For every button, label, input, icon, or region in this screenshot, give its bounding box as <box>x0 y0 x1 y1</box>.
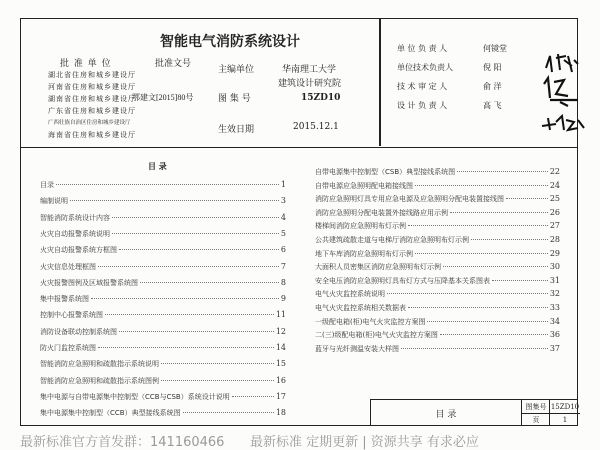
leader-dots <box>112 217 279 218</box>
toc-entry-page: 1 <box>280 180 286 189</box>
toc-entry[interactable] <box>315 303 560 313</box>
toc-entry-title: 目录 <box>40 181 54 189</box>
toc-entry-title: 智能消防应急照明和疏散指示系统说明 <box>40 360 159 369</box>
editor-label: 主编单位 <box>218 65 255 75</box>
staff-name: 何镜堂 <box>483 44 507 53</box>
toc-entry-title: 火灾自动报警系统方框图 <box>40 246 117 255</box>
toc-entry[interactable] <box>40 376 286 386</box>
leader-dots <box>91 298 279 299</box>
atlas-number: 15ZD10 <box>301 93 341 103</box>
toc-entry-page: 36 <box>549 330 560 340</box>
approval-doc-label: 批准文号 <box>155 59 192 69</box>
toc-entry[interactable] <box>40 343 286 353</box>
toc-entry[interactable] <box>315 167 560 177</box>
approval-doc-number: 鄂建文[2015]80号 <box>132 93 194 102</box>
leader-dots <box>427 321 547 322</box>
toc-entry-page: 24 <box>549 180 560 190</box>
leader-dots <box>443 266 548 267</box>
leader-dots <box>387 293 548 294</box>
toc-entry-title: 大面积人员密集区消防应急照明布灯示例 <box>315 263 441 272</box>
toc-entry-title: 火灾自动报警系统说明 <box>40 229 110 238</box>
toc-entry[interactable] <box>315 249 560 259</box>
toc-entry-page: 26 <box>549 207 560 217</box>
approval-unit: 湖南省住房和城乡建设厅 <box>48 95 136 103</box>
toc-entry-title: 编制说明 <box>40 197 68 206</box>
toc-entry-page: 37 <box>549 343 560 353</box>
toc-entry[interactable] <box>315 235 560 245</box>
leader-dots <box>415 253 548 254</box>
toc-entry-page: 31 <box>549 275 560 285</box>
atlas-title: 智能电气消防系统设计 <box>160 34 300 50</box>
toc-entry[interactable] <box>40 196 286 206</box>
toc-entry-page: 14 <box>275 343 286 352</box>
toc-entry[interactable] <box>40 359 286 369</box>
staff-role: 单位技术负责人 <box>397 63 453 72</box>
atlas-number-label: 图 集 号 <box>218 94 251 104</box>
cover-header <box>20 18 578 148</box>
toc-entry-page: 8 <box>280 277 286 287</box>
watermark-line2: 最新标准 定期更新 | 资源共享 有求必应 <box>250 435 479 450</box>
toc-entry-title: 蓝牙与光纤测温安装大样图 <box>315 344 399 353</box>
leader-dots <box>70 200 279 201</box>
toc-entry-title: 防火门监控系统图 <box>40 344 96 352</box>
toc-entry[interactable] <box>40 229 286 239</box>
toc-entry[interactable] <box>315 208 560 218</box>
toc-entry[interactable] <box>40 392 286 402</box>
toc-entry[interactable] <box>40 262 286 272</box>
effective-date: 2015.12.1 <box>293 122 339 132</box>
toc-entry-title: 集中电源与自带电源集中控制型（CCB与CSB）系统设计说明 <box>40 392 230 401</box>
leader-dots <box>56 184 279 185</box>
editor-line1: 华南理工大学 <box>282 65 337 75</box>
toc-entry-page: 17 <box>275 391 286 401</box>
toc-entry[interactable] <box>40 245 286 255</box>
toc-entry-title: 一级配电箱(柜)电气火灾监控方案图 <box>315 317 426 326</box>
toc-entry[interactable] <box>40 213 286 223</box>
toc-entry-page: 22 <box>549 167 560 176</box>
toc-entry-page: 27 <box>549 221 560 231</box>
toc-entry-title: 安全电压消防应急照明灯具布灯方式与压降基本关系图表 <box>315 276 490 285</box>
watermark-line1: 最新标准官方首发群：141160466 <box>20 435 225 450</box>
toc-entry-page: 33 <box>549 303 560 312</box>
toc-entry-title: 地下车库消防应急照明布灯示例 <box>315 249 413 258</box>
title-block-atlas-number: 15ZD10 <box>549 400 580 414</box>
leader-dots <box>232 396 274 397</box>
toc-entry-page: 4 <box>280 212 286 222</box>
title-block <box>370 399 578 426</box>
leader-dots <box>506 198 548 199</box>
toc-entry-title: 自带电源集中控制型（CSB）典型接线系统图 <box>315 168 456 176</box>
toc-entry-title: 火灾信息处理框图 <box>40 262 96 271</box>
staff-role: 设 计 负 责 人 <box>397 101 448 110</box>
leader-dots <box>105 314 274 315</box>
leader-dots <box>457 171 548 172</box>
toc-entry[interactable] <box>315 181 560 191</box>
toc-entry-title: 电气火灾监控系统说明 <box>315 290 385 299</box>
leader-dots <box>408 225 548 226</box>
toc-entry-title: 智能消防应急照明和疏散指示系统图例 <box>40 376 159 385</box>
leader-dots <box>415 185 548 186</box>
toc-entry[interactable] <box>315 262 560 272</box>
toc-entry-page: 9 <box>280 294 286 304</box>
leader-dots <box>450 212 548 213</box>
approval-unit: 广东省住房和城乡建设厅 <box>48 107 136 115</box>
toc-entry[interactable] <box>40 327 286 337</box>
leader-dots <box>161 380 274 381</box>
effective-date-label: 生效日期 <box>218 125 255 135</box>
staff-role: 单 位 负 责 人 <box>397 44 448 53</box>
toc-entry-title: 消防设备联动控制系统图 <box>40 327 117 336</box>
header-divider <box>379 18 381 146</box>
approval-unit: 海南省住房和城乡建设厅 <box>48 131 136 139</box>
toc-entry-page: 25 <box>549 194 560 204</box>
leader-dots <box>161 363 274 364</box>
leader-dots <box>471 239 548 240</box>
toc-entry-title: 自带电源应急照明配电箱接线图 <box>315 181 413 190</box>
leader-dots <box>119 331 274 332</box>
leader-dots <box>408 307 548 308</box>
toc-entry-title: 二(三)级配电箱(柜)电气火灾监控方案图 <box>315 331 438 340</box>
toc-entry-page: 15 <box>275 359 286 369</box>
staff-role: 技 术 审 定 人 <box>397 82 448 91</box>
toc-entry-page: 6 <box>280 245 286 255</box>
toc-entry[interactable] <box>40 408 286 418</box>
toc-entry[interactable] <box>315 276 560 286</box>
title-block-page-label: 页 <box>521 413 550 426</box>
staff-name: 高 飞 <box>483 101 502 110</box>
title-block-name: 目 录 <box>435 409 457 420</box>
editor-line2: 建筑设计研究院 <box>278 79 342 89</box>
toc-entry-title: 集中电源集中控制型（CCB）典型接线系统图 <box>40 409 181 418</box>
leader-dots <box>98 347 274 348</box>
toc-entry[interactable] <box>315 344 560 354</box>
toc-entry[interactable] <box>315 221 560 231</box>
toc-entry-title: 公共建筑疏散走道与电梯厅消防应急照明布灯示例 <box>315 236 469 244</box>
title-block-atlas-label: 图集号 <box>521 400 550 414</box>
toc-entry[interactable] <box>40 310 286 320</box>
toc-entry-title: 消防应急照明分配电装置外接线路应用示例 <box>315 208 448 217</box>
toc-entry-page: 11 <box>275 310 286 320</box>
toc-entry-title: 控制中心报警系统图 <box>40 311 103 320</box>
leader-dots <box>98 266 279 267</box>
signatures-image <box>538 50 598 140</box>
toc-entry-page: 5 <box>280 228 286 238</box>
toc-entry[interactable] <box>40 180 286 190</box>
staff-name: 俞 洋 <box>483 82 502 91</box>
toc-entry[interactable] <box>315 330 560 340</box>
toc-entry-page: 32 <box>549 289 560 299</box>
toc-entry-page: 29 <box>549 248 560 258</box>
toc-entry-page: 12 <box>275 326 286 336</box>
toc-entry-title: 消防应急照明灯具专用应急电源及应急照明分配电装置接线图 <box>315 195 504 204</box>
leader-dots <box>112 233 279 234</box>
toc-entry-page: 3 <box>280 196 286 206</box>
leader-dots <box>401 348 548 349</box>
toc-heading: 目 录 <box>148 161 167 171</box>
toc-entry-title: 楼梯间消防应急照明布灯示例 <box>315 222 406 231</box>
leader-dots <box>440 334 548 335</box>
toc-entry-page: 18 <box>275 408 286 418</box>
toc-entry-title: 智能消防系统设计内容 <box>40 213 110 222</box>
approval-unit: 河南省住房和城乡建设厅 <box>48 83 136 91</box>
toc-entry[interactable] <box>40 294 286 304</box>
leader-dots <box>492 280 548 281</box>
toc-entry-page: 28 <box>549 235 560 244</box>
leader-dots <box>183 412 274 413</box>
toc-entry-page: 30 <box>549 262 560 272</box>
leader-dots <box>119 249 279 250</box>
toc-entry-page: 34 <box>549 316 560 326</box>
toc-entry[interactable] <box>315 194 560 204</box>
toc-entry-page: 16 <box>275 375 286 385</box>
toc-entry-title: 集中报警系统图 <box>40 295 89 304</box>
toc-entry-title: 电气火灾监控系统相关数据表 <box>315 304 406 312</box>
toc-entry-page: 7 <box>280 261 286 271</box>
staff-name: 倪 阳 <box>483 63 502 72</box>
approval-unit: 广西壮族自治区住房和城乡建设厅 <box>48 120 131 126</box>
toc-entry[interactable] <box>40 278 286 288</box>
approval-unit: 湖北省住房和城乡建设厅 <box>48 71 136 79</box>
approval-unit-label: 批 准 单 位 <box>60 59 112 69</box>
toc-entry[interactable] <box>315 289 560 299</box>
title-block-page-number: 1 <box>549 413 580 426</box>
toc-entry-title: 火灾报警图例及区域报警系统图 <box>40 278 138 287</box>
leader-dots <box>140 282 279 283</box>
toc-entry[interactable] <box>315 317 560 327</box>
